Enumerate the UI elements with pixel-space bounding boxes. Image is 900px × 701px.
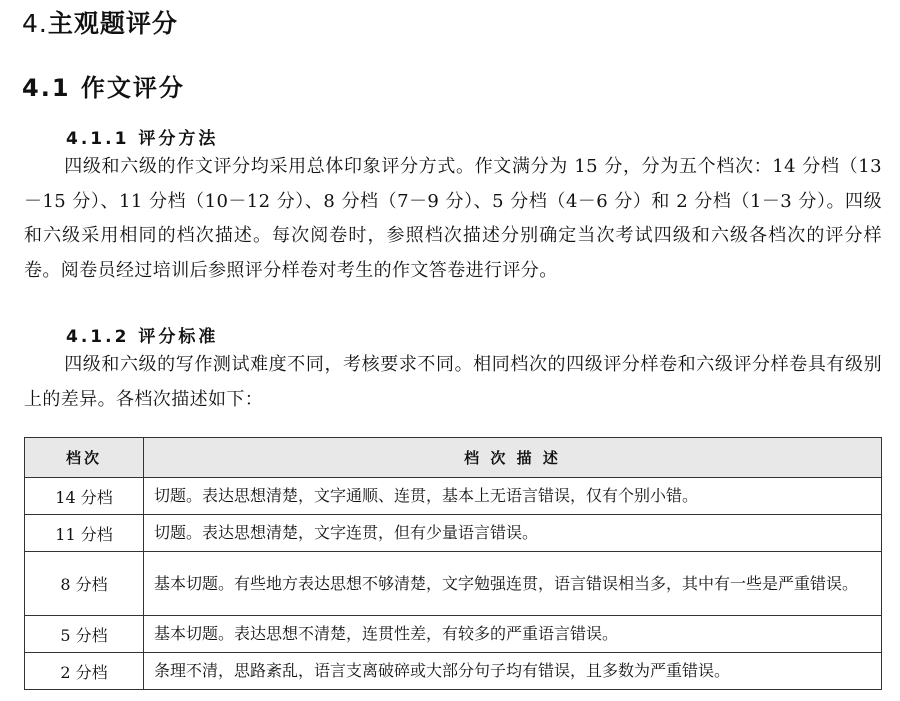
paragraph-text: 四级和六级的作文评分均采用总体印象评分方式。作文满分为 15 分，分为五个档次：14 分档（13－15 分）、11 分档（10－12 分）、8 分档（7－9 分）、5 分档（4－6 分）和 2 分档（1－3 分）。四级和六级采用相同的档次描述。每次阅卷时，参照档次描述分别确定当次考试四级和六级各档次的评分样卷。阅卷员经过培训后参照评分样卷对考生的作文答卷进行评分。 (24, 156, 882, 281)
paragraph-text: 四级和六级的写作测试难度不同，考核要求不同。相同档次的四级评分样卷和六级评分样卷具有级别上的差异。各档次描述如下： (24, 354, 882, 410)
column-header-description: 档 次 描 述 (144, 438, 882, 478)
table-row (25, 616, 882, 653)
grade-description: 切题。表达思想清楚，文字通顺、连贯，基本上无语言错误，仅有个别小错。 (144, 478, 882, 515)
table-row (25, 653, 882, 690)
paragraph-scoring-method (24, 150, 882, 288)
grade-level: 11 分档 (25, 515, 144, 552)
table-header-row (25, 438, 882, 478)
grade-level: 8 分档 (25, 552, 144, 616)
subsection-heading-4-1-2: 4.1.2 评分标准 (66, 327, 219, 347)
paragraph-scoring-criteria (24, 348, 882, 417)
grade-description: 基本切题。有些地方表达思想不够清楚，文字勉强连贯，语言错误相当多，其中有一些是严重错误。 (144, 552, 882, 616)
subsection-heading-4-1-1: 4.1.1 评分方法 (66, 129, 219, 149)
grade-level: 14 分档 (25, 478, 144, 515)
subsection-heading-4-1: 4.1 作文评分 (22, 74, 185, 102)
column-header-level: 档次 (25, 438, 144, 478)
table-row (25, 515, 882, 552)
table-row (25, 478, 882, 515)
table-row (25, 552, 882, 616)
grade-level: 2 分档 (25, 653, 144, 690)
section-number: 4. (22, 9, 48, 38)
grade-level: 5 分档 (25, 616, 144, 653)
grade-description: 切题。表达思想清楚，文字连贯，但有少量语言错误。 (144, 515, 882, 552)
grade-description: 条理不清，思路紊乱，语言支离破碎或大部分句子均有错误，且多数为严重错误。 (144, 653, 882, 690)
grading-table (24, 437, 882, 690)
grade-description: 基本切题。表达思想不清楚，连贯性差，有较多的严重语言错误。 (144, 616, 882, 653)
section-heading-4 (22, 4, 178, 40)
section-title: 主观题评分 (47, 9, 178, 38)
